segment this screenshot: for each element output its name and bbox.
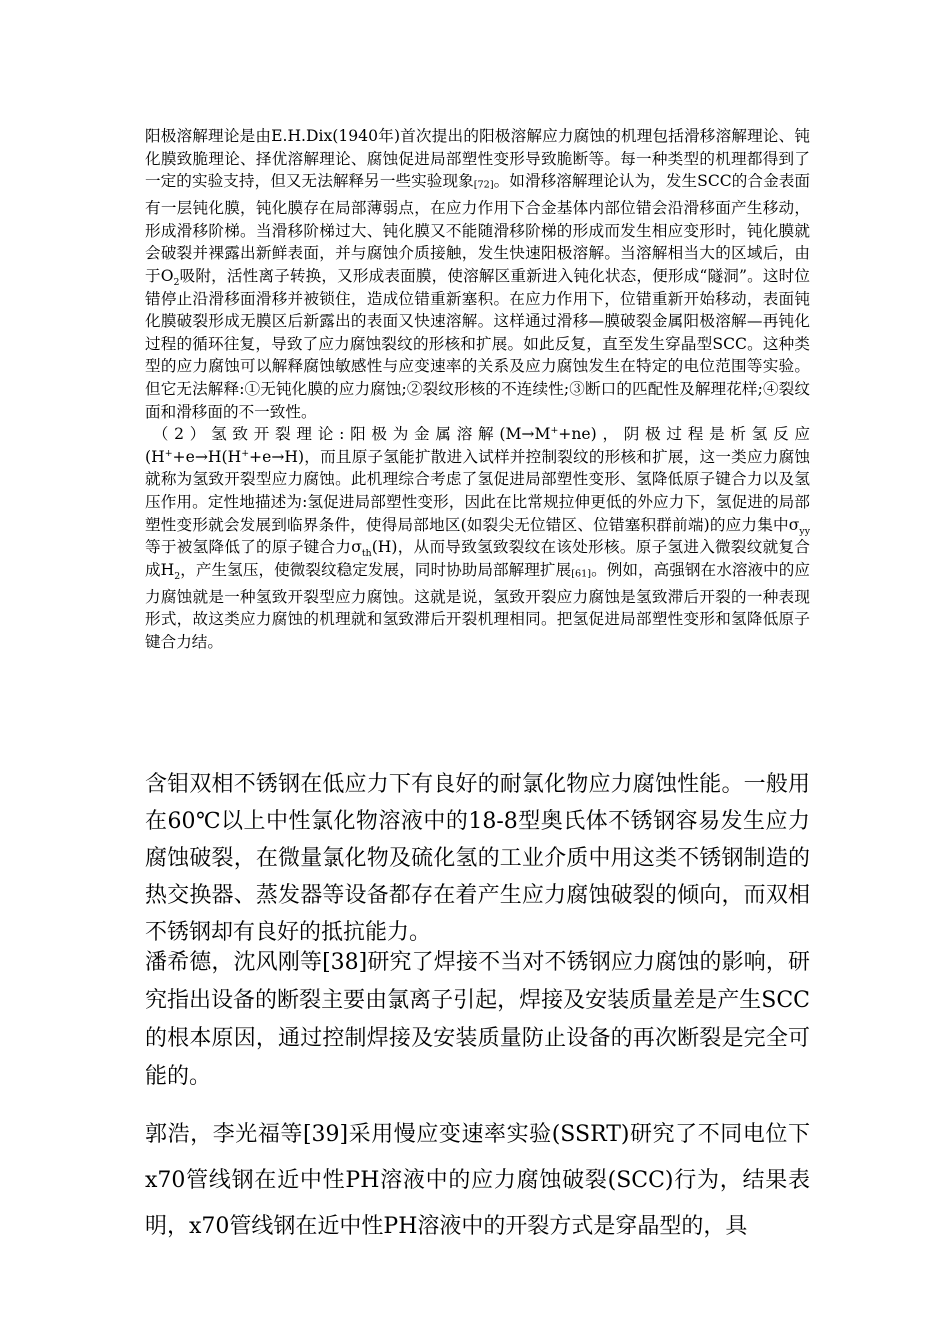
citation: [61]: [571, 568, 592, 580]
text-run: ，产生氢压，使微裂纹稳定发展，同时协助局部解理扩展: [180, 560, 572, 579]
text-run: (H)，从而导致氢致裂纹在该处形核。原子氢进入微裂纹就复合成H: [145, 538, 810, 579]
paragraph-duplex-steel: [145, 766, 810, 951]
paragraph-ssrt-study: [145, 1112, 810, 1250]
text-run: 。如滑移溶解理论认为，发生SCC的合金表面有一层钝化膜，钝化膜存在局部薄弱点，在应力作用下合金基体内部位错会沿滑移面产生移动，形成滑移阶梯。当滑移阶梯过大、钝化膜又不能随滑移阶梯的形成而发生相应变形时，钝化膜就会破裂并裸露出新鲜表面，并与腐蚀介质接触，发生快速阳极溶解。当溶解相当大的区域后，由于O: [145, 172, 810, 285]
text-run: +ne)，阴极过程是析氢反应(H: [145, 425, 810, 466]
text-run: 。例如，高强钢在水溶液中的应力腐蚀就是一种氢致开裂型应力腐蚀。这就是说，氢致开裂应力腐蚀是氢致滞后开裂的一种表现形式，故这类应力腐蚀的机理就和氢致滞后开裂机理相同。把氢促进局部塑性变形和氢降低原子键合力结。: [145, 560, 810, 651]
superscript: +: [550, 424, 559, 436]
paragraph-hydrogen-cracking: [145, 423, 810, 653]
subscript: yy: [799, 525, 810, 537]
text-run: 等于被氢降低了的原子键合力σ: [145, 538, 362, 557]
superscript: +: [241, 447, 250, 459]
small-text-section: [145, 125, 810, 654]
text-run: +e→H(H: [172, 447, 242, 466]
paragraph-welding-study: [145, 944, 810, 1096]
text-run: （2）氢致开裂理论:阳极为金属溶解(M→M: [152, 425, 551, 444]
paragraph-text: 潘希德，沈风刚等[38]研究了焊接不当对不锈钢应力腐蚀的影响，研究指出设备的断裂主要由氯离子引起，焊接及安装质量差是产生SCC的根本原因，通过控制焊接及安装质量防止设备的再次断裂是完全可能的。: [145, 950, 810, 1089]
subscript: 2: [173, 277, 180, 289]
superscript: +: [164, 447, 173, 459]
citation: [72]: [473, 179, 494, 191]
text-run: +e→H)，而且原子氢能扩散进入试样并控制裂纹的形核和扩展，这一类应力腐蚀就称为氢致开裂型应力腐蚀。此机理综合考虑了氢促进局部塑性变形、氢降低原子键合力以及氢压作用。定性地描述为:氢促进局部塑性变形，因此在比常规拉伸更低的外应力下，氢促进的局部塑性变形就会发展到临界条件，使得局部地区(如裂尖无位错区、位错塞积群前端)的应力集中σ: [145, 447, 810, 534]
text-run: 阳极溶解理论是由E.H.Dix(1940年)首次提出的阳极溶解应力腐蚀的机理包括滑移溶解理论、钝化膜致脆理论、择优溶解理论、腐蚀促进局部塑性变形导致脆断等。每一种类型的机理都得到了一定的实验支持，但又无法解释另一些实验现象: [145, 127, 810, 191]
subscript: 2: [174, 570, 181, 582]
text-run: 吸附，活性离子转换，又形成表面膜，使溶解区重新进入钝化状态，便形成“隧洞”。这时位错停止沿滑移面滑移并被锁住，造成位错重新塞积。在应力作用下，位错重新开始移动，表面钝化膜破裂形成无膜区后新露出的表面又快速溶解。这样通过滑移—膜破裂金属阳极溶解—再钝化过程的循环往复，导致了应力腐蚀裂纹的形核和扩展。如此反复，直至发生穿晶型SCC。这种类型的应力腐蚀可以解释腐蚀敏感性与应变速率的关系及应力腐蚀发生在特定的电位范围等实验。但它无法解释:①无钝化膜的应力腐蚀;②裂纹形核的不连续性;③断口的匹配性及解理花样;④裂纹面和滑移面的不一致性。: [145, 267, 810, 421]
paragraph-text: 含钼双相不锈钢在低应力下有良好的耐氯化物应力腐蚀性能。一般用在60℃以上中性氯化物溶液中的18-8型奥氏体不锈钢容易发生应力腐蚀破裂，在微量氯化物及硫化氢的工业介质中用这类不锈钢制造的热交换器、蒸发器等设备都存在着产生应力腐蚀破裂的倾向，而双相不锈钢却有良好的抵抗能力。: [145, 772, 810, 945]
subscript: th: [361, 548, 372, 560]
paragraph-anodic-dissolution: [145, 125, 810, 423]
paragraph-text: 郭浩，李光福等[39]采用慢应变速率实验(SSRT)研究了不同电位下x70管线钢在近中性PH溶液中的应力腐蚀破裂(SCC)行为，结果表明，x70管线钢在近中性PH溶液中的开裂方式是穿晶型的，具: [145, 1122, 810, 1239]
